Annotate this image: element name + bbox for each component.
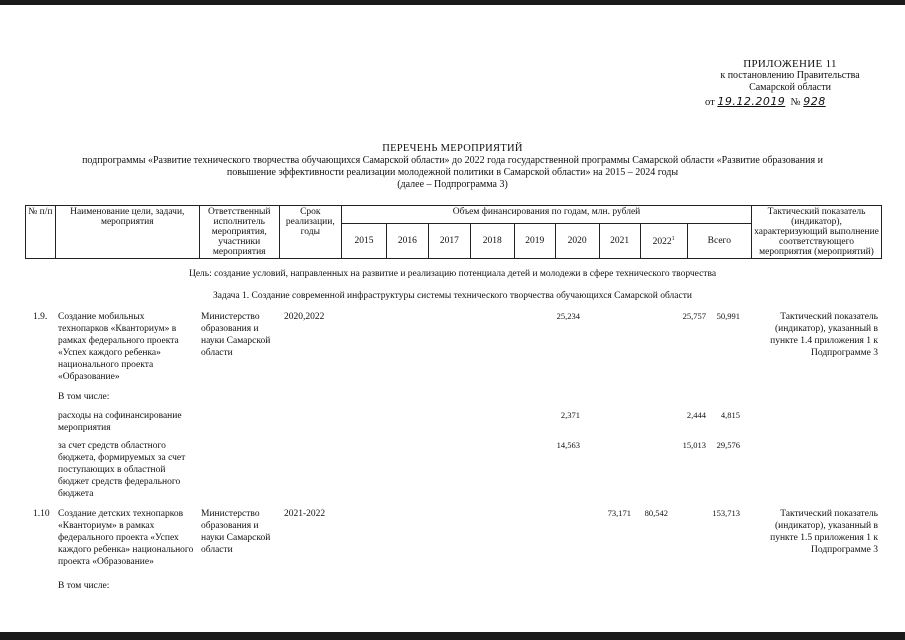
row-term: 2020,2022 [284, 312, 325, 322]
document-heading [20, 143, 885, 191]
row-responsible: Министерство образования и науки Самарской области [201, 312, 271, 358]
appendix-signature-line [705, 96, 890, 109]
heading-line3: (далее – Подпрограмма 3) [397, 179, 508, 190]
number-label: № [790, 97, 801, 108]
heading-line2: повышение эффективности реализации молодежной политики в Самарской области» на 2015 – 2024 годы [226, 167, 679, 178]
header-table [25, 205, 882, 259]
task-text: Задача 1. Создание современной инфраструктуры системы технического творчества обучающихся Самарской области [213, 291, 692, 301]
appendix-block [690, 58, 890, 108]
th-total: Всего [687, 224, 751, 259]
value-2022: 15,013 [682, 440, 706, 450]
appendix-title: ПРИЛОЖЕНИЕ 11 [743, 58, 837, 70]
row-indicator: Тактический показатель (индикатор), указанный в пункте 1.4 приложения 1 к Подпрограмме 3 [770, 312, 878, 358]
value-2021: 73,171 [607, 508, 631, 518]
th-name: Наименование цели, задачи, мероприятия [55, 206, 199, 259]
value-total: 50,991 [716, 311, 740, 321]
appendix-line2: Самарской области [749, 82, 831, 93]
footnote-mark: 1 [671, 236, 675, 243]
scan-top-edge [0, 0, 905, 5]
value-2022: 25,757 [682, 311, 706, 321]
appendix-date: 19.12.2019 [717, 95, 786, 108]
from-label: от [705, 97, 715, 108]
row-responsible: Министерство образования и науки Самарской области [201, 509, 271, 555]
heading-line1: подпрограммы «Развитие технического творчества обучающихся Самарской области» до 2022 года государственной программы Самарской области «Развитие образования и [82, 155, 823, 166]
value-total: 153,713 [712, 508, 740, 518]
th-year-2019: 2019 [514, 224, 555, 259]
row-indicator: Тактический показатель (индикатор), указанный в пункте 1.5 приложения 1 к Подпрограмме 3 [770, 509, 878, 555]
row-num: 1.10 [33, 509, 50, 519]
th-year-2015: 2015 [341, 224, 386, 259]
th-indicator: Тактический показатель (индикатор), характеризующий выполнение соответствующего мероприятия (мероприятий) [752, 206, 882, 259]
value-2020: 14,563 [556, 440, 580, 450]
th-num: № п/п [26, 206, 56, 259]
goal-text: Цель: создание условий, направленных на развитие и реализацию потенциала детей и молодежи в сфере технического творчества [188, 269, 717, 279]
appendix-number: 928 [803, 95, 826, 108]
value-2020: 2,371 [560, 410, 580, 420]
row-term: 2021-2022 [284, 509, 326, 519]
th-responsible: Ответственный исполнитель мероприятия, участники мероприятия [199, 206, 279, 259]
value-total: 4,815 [720, 410, 740, 420]
th-year-2022: 2022$^1$ [640, 224, 687, 259]
heading-title: ПЕРЕЧЕНЬ МЕРОПРИЯТИЙ [382, 143, 523, 154]
subtotal-label: В том числе: [58, 581, 110, 591]
th-term: Срок реализации, годы [279, 206, 341, 259]
row-num: 1.9. [33, 312, 48, 322]
th-funding: Объем финансирования по годам, млн. рублей [341, 206, 751, 224]
row-name: Создание мобильных технопарков «Кванториум» в рамках федерального проекта «Успех каждого ребенка» национального проекта «Образование» [58, 312, 179, 382]
row-name: за счет средств областного бюджета, формируемых за счет поступающих в областной бюджет средств федерального бюджета [58, 441, 186, 499]
th-year-2017: 2017 [428, 224, 470, 259]
value-2022: 80,542 [644, 508, 668, 518]
th-year-2018: 2018 [470, 224, 514, 259]
value-2022: 2,444 [686, 410, 706, 420]
th-year-2020: 2020 [555, 224, 599, 259]
appendix-line1: к постановлению Правительства [720, 70, 860, 81]
row-name: Создание детских технопарков «Кванториум» в рамках федерального проекта «Успех каждого ребенка» национального проекта «Образование» [58, 509, 194, 567]
value-2020: 25,234 [556, 311, 580, 321]
value-total: 29,576 [716, 440, 740, 450]
row-name: расходы на софинансирование мероприятия [58, 411, 182, 433]
th-year-2021: 2021 [599, 224, 640, 259]
th-year-2016: 2016 [386, 224, 428, 259]
subtotal-label: В том числе: [58, 392, 110, 402]
scan-bottom-edge [0, 632, 905, 640]
